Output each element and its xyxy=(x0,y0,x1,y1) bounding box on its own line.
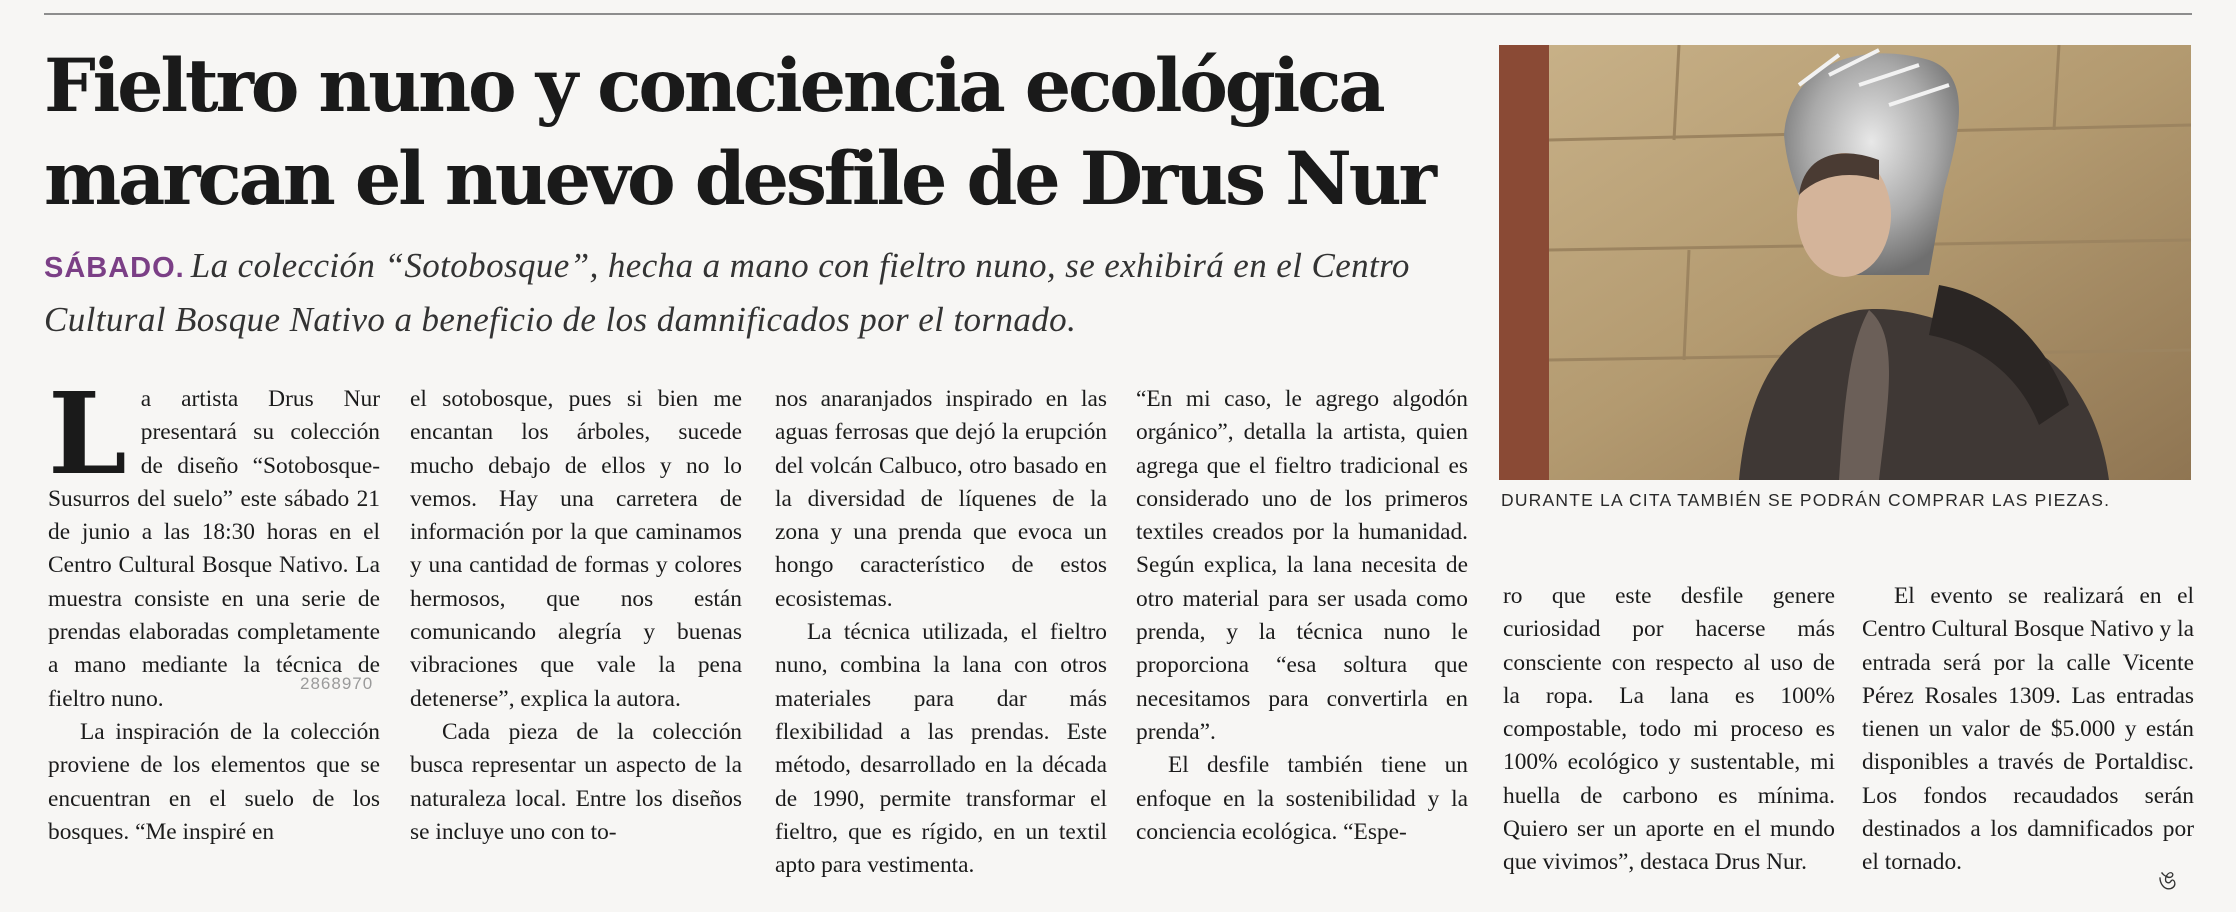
photo-caption: DURANTE LA CITA TAMBIÉN SE PODRÁN COMPRAR LAS PIEZAS. xyxy=(1501,490,2111,510)
paragraph: “En mi caso, le agrego algodón orgánico”, detalla la artista, quien agrega que el fieltro tradicional es considerado uno de los primeros textiles creados por la humanidad. Según explica, la lana necesita de otro material para ser usada como prenda, y la técnica nuno le proporciona “esa soltura que necesitamos para convertirla en prenda”. xyxy=(1136,386,1468,745)
end-mark-icon: ঙ xyxy=(2158,866,2178,895)
headline xyxy=(44,40,1484,226)
paragraph: a artista Drus Nur presentará su colección de diseño “Sotobosque- Susurros del suelo” este sábado 21 de junio a las 18:30 horas en el Centro Cultural Bosque Nativo. La muestra consiste en una serie de prendas elaboradas completamente a mano mediante la técnica de fieltro nuno. xyxy=(48,386,380,712)
paragraph: El desfile también tiene un enfoque en la sostenibilidad y la conciencia ecológica. “Espe- xyxy=(1136,752,1468,845)
paragraph: El evento se realizará en el Centro Cultural Bosque Nativo y la entrada será por la calle Vicente Pérez Rosales 1309. Las entradas tienen un valor de $5.000 y están disponibles a través de Portaldisc. Los fondos recaudados serán destinados a los damnificados por el tornado. xyxy=(1862,583,2194,876)
article-column-4 xyxy=(1136,383,1468,849)
drop-cap: L xyxy=(48,369,127,500)
deck xyxy=(44,240,1464,346)
paragraph: Cada pieza de la colección busca representar un aspecto de la naturaleza local. Entre los diseños se incluye uno con to- xyxy=(410,718,742,845)
paragraph: nos anaranjados inspirado en las aguas ferrosas que dejó la erupción del volcán Calbuco, otro basado en la diversidad de líquenes de la zona y una prenda que evoca un hongo característico de estos ecosistemas. xyxy=(775,386,1107,612)
article-column-6 xyxy=(1862,580,2194,880)
paragraph: el sotobosque, pues si bien me encantan los árboles, sucede mucho debajo de ellos y no lo vemos. Hay una carretera de información por la que caminamos y una cantidad de formas y colores hermosos, que nos están comunicando alegría y buenas vibraciones que vale la pena detenerse”, explica la autora. xyxy=(410,386,742,712)
article-column-3 xyxy=(775,383,1107,882)
paragraph: La técnica utilizada, el fieltro nuno, combina la lana con otros materiales para dar más flexibilidad a las prendas. Este método, desarrollado en la década de 1990, permite transformar el fieltro, que es rígido, en un textil apto para vestimenta. xyxy=(775,619,1107,879)
article-column-1 xyxy=(48,369,380,849)
paragraph: La inspiración de la colección proviene de los elementos que se encuentran en el suelo de los bosques. “Me inspiré en xyxy=(48,718,380,845)
headline-line-2: marcan el nuevo desfile de Drus Nur xyxy=(44,136,1434,222)
headline-line-1: Fieltro nuno y conciencia ecológica xyxy=(44,43,1383,129)
watermark: 2868970 xyxy=(300,674,374,693)
top-rule xyxy=(44,13,2192,15)
paragraph: ro que este desfile genere curiosidad por hacerse más consciente con respecto al uso de la ropa. La lana es 100% compostable, todo mi proceso es 100% ecológico y sustentable, mi huella de carbono es mínima. Quiero ser un aporte en el mundo que vivimos”, destaca Drus Nur. xyxy=(1503,583,1835,876)
article-column-5 xyxy=(1503,580,1835,880)
article-column-2 xyxy=(410,383,742,849)
article-photo xyxy=(1499,45,2191,480)
deck-kicker: SÁBADO. xyxy=(44,252,185,284)
deck-text: La colección “Sotobosque”, hecha a mano con fieltro nuno, se exhibirá en el Centro Cultural Bosque Nativo a beneficio de los damnificados por el tornado. xyxy=(44,246,1410,339)
woman-in-felt-headdress-photo xyxy=(1499,45,2191,480)
